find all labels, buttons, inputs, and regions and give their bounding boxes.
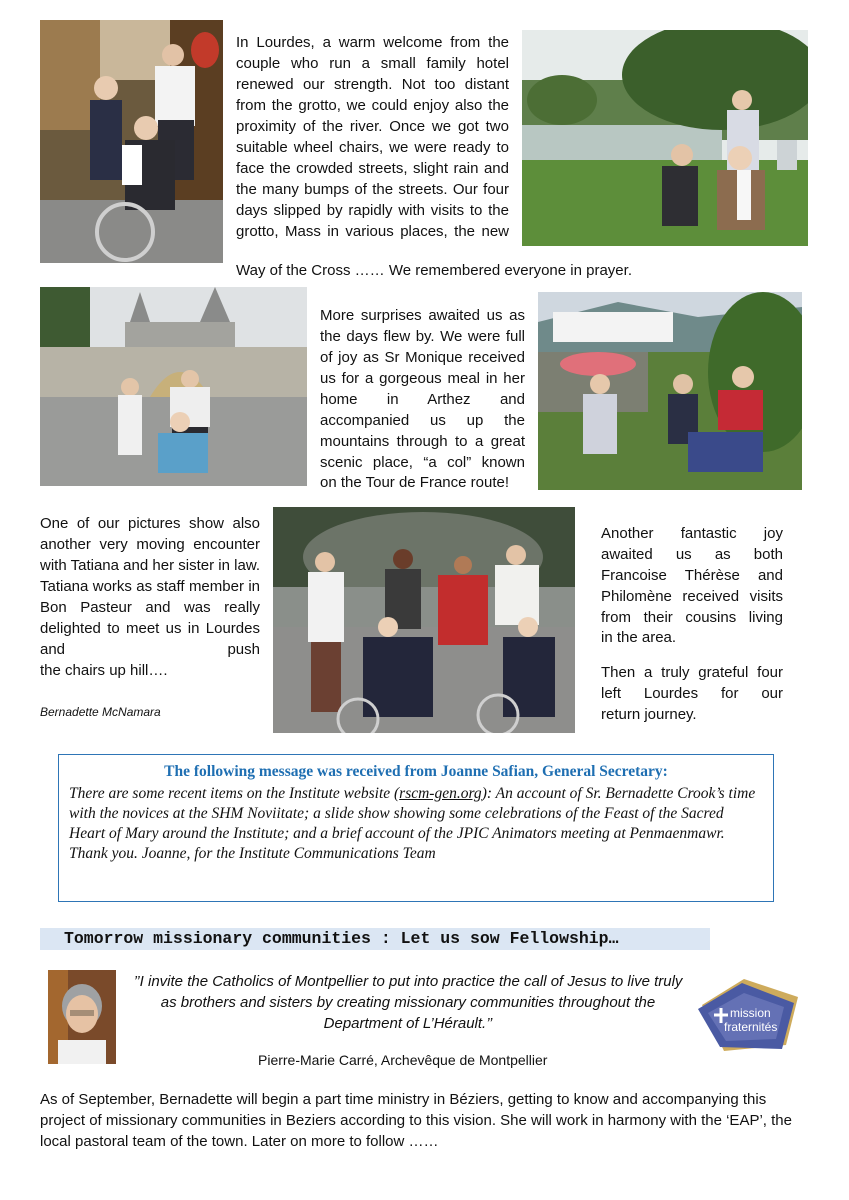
section3-text <box>40 513 260 660</box>
archbishop-quote: ’’I invite the Catholics of Montpellier to put into practice the call of Jesus to live truly as brothers and sisters by creating missionary communities throughout the Department of L’Hérault.’’ <box>133 973 683 1032</box>
section2-text <box>320 305 525 473</box>
website-link[interactable]: rscm-gen.org <box>399 785 482 802</box>
message-body-after-link: ): An account of Sr. Bernadette Crook’s time with the novices at the SHM Noviitate; a slide show showing some celebrations of the Feast of the Sacred Heart of Mary around the Institute; and a brief account of the JPIC Animators meeting at Penmaenmawr. <box>69 785 756 842</box>
section3-last-line: the chairs up hill…. <box>40 662 168 679</box>
section-banner: Tomorrow missionary communities : Let us sow Fellowship… <box>40 928 710 950</box>
section4-text2 <box>601 662 783 704</box>
message-title: The following message was received from Joanne Safian, General Secretary: <box>164 763 668 780</box>
message-body <box>69 784 763 864</box>
photo-basilica <box>40 287 307 486</box>
message-body-before-link: There are some recent items on the Institute website ( <box>69 785 400 802</box>
message-paragraph <box>69 784 763 844</box>
section4-last-line2: return journey. <box>601 706 697 723</box>
photo-portrait <box>48 970 116 1064</box>
section2-last-line: on the Tour de France route! <box>320 474 510 491</box>
quote-signature: Pierre-Marie Carré, Archevêque de Montpellier <box>258 1052 548 1068</box>
section4-paragraph: Another fantastic joy awaited us as both Francoise Thérèse and Philomène received visits from their cousins living <box>601 525 783 626</box>
section1-last-line: Way of the Cross …… We remembered everyone in prayer. <box>236 262 632 279</box>
photo-river <box>522 30 808 246</box>
logo-text-mission: mission <box>730 1006 771 1020</box>
section4-last-line: in the area. <box>601 629 677 646</box>
logo-text-fraternites: fraternités <box>724 1020 778 1034</box>
photo-grotto-group <box>273 507 575 733</box>
author-name: Bernadette McNamara <box>40 705 161 719</box>
section1-paragraph: In Lourdes, a warm welcome from the couple who run a small family hotel renewed our strength. Not too distant from the grotto, we could enjoy also the proximity of the river. Once we got two suitable wheel chairs, we were ready to face the crowded streets, slight rain and the many bumps of the streets. Our four days slipped by rapidly with visits to the grotto, Mass in various places, the new <box>236 34 509 240</box>
photo-hotel-street <box>40 20 223 263</box>
mission-fraternites-logo <box>694 975 802 1055</box>
section3-paragraph: One of our pictures show also another very moving encounter with Tatiana and her sister in law. Tatiana works as staff member in Bon Pasteur and was really delighted to meet us in Lourdes and push <box>40 515 260 658</box>
closing-paragraph: As of September, Bernadette will begin a part time ministry in Béziers, getting to know and accompanying this project of missionary communities in Beziers according to this vision. She will work in harmony with the ‘EAP’, the local pastoral team of the town. Later on more to follow …… <box>40 1091 792 1150</box>
section4-text <box>601 523 783 628</box>
section2-paragraph: More surprises awaited us as the days flew by. We were full of joy as Sr Monique received us for a gorgeous meal in her home in Arthez and accompanied us up the mountains through to a great scenic place, “a col” known <box>320 307 525 471</box>
section4-paragraph2: Then a truly grateful four left Lourdes for our <box>601 664 783 702</box>
photo-mountain-picnic <box>538 292 802 490</box>
message-box <box>58 754 774 902</box>
section1-text <box>236 32 509 242</box>
message-thanks: Thank you. Joanne, for the Institute Communications Team <box>69 845 436 862</box>
